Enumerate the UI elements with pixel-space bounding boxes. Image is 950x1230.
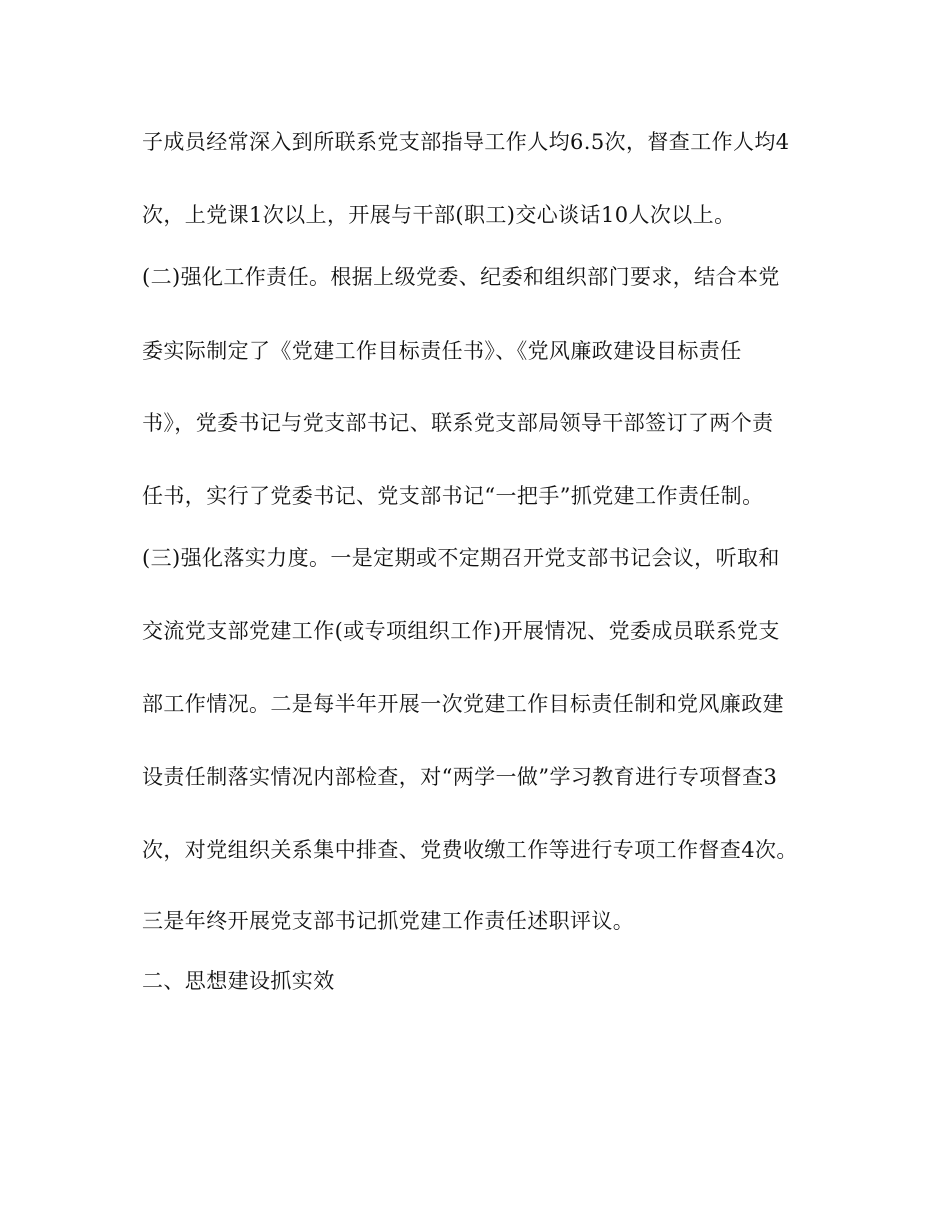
text-line-7: (三)强化落实力度。一是定期或不定期召开党支部书记会议，听取和 xyxy=(142,546,780,570)
text-line-11: 次，对党组织关系集中排查、党费收缴工作等进行专项工作督查4次。 xyxy=(142,838,798,862)
text-line-5: 书》，党委书记与党支部书记、联系党支部局领导干部签订了两个责 xyxy=(142,411,774,435)
section-heading: 二、思想建设抓实效 xyxy=(142,969,335,993)
text-line-1: 子成员经常深入到所联系党支部指导工作人均6.5次，督查工作人均4 xyxy=(142,130,790,154)
text-line-2: 次，上党课1次以上，开展与干部(职工)交心谈话10人次以上。 xyxy=(142,203,736,227)
text-line-3: (二)强化工作责任。根据上级党委、纪委和组织部门要求，结合本党 xyxy=(142,265,780,289)
text-line-8: 交流党支部党建工作(或专项组织工作)开展情况、党委成员联系党支 xyxy=(142,619,780,643)
text-line-9: 部工作情况。二是每半年开展一次党建工作目标责任制和党风廉政建 xyxy=(142,692,784,716)
text-line-6: 任书，实行了党委书记、党支部书记“一把手”抓党建工作责任制。 xyxy=(142,484,764,508)
text-line-4: 委实际制定了《党建工作目标责任书》、《党风廉政建设目标责任 xyxy=(142,339,742,363)
text-line-10: 设责任制落实情况内部检查，对“两学一做”学习教育进行专项督查3 xyxy=(142,765,778,789)
text-line-12: 三是年终开展党支部书记抓党建工作责任述职评议。 xyxy=(142,909,635,933)
